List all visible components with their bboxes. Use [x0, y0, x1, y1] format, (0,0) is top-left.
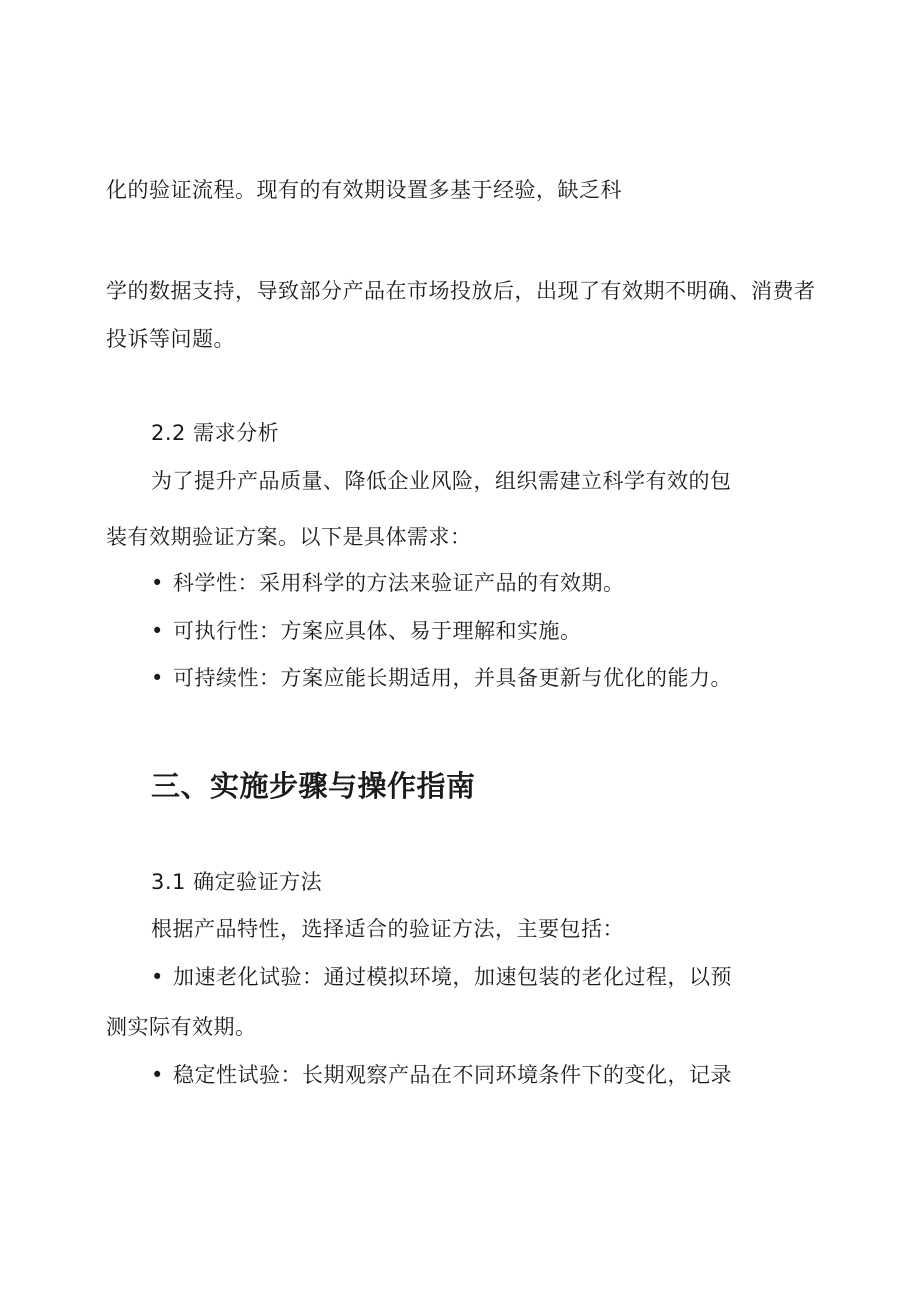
- list-item-text: 稳定性试验：长期观察产品在不同环境条件下的变化，记录: [173, 1063, 732, 1087]
- list-item-text: 可执行性：方案应具体、易于理解和实施。: [173, 619, 582, 643]
- list-item: [151, 664, 732, 692]
- list-item: [151, 617, 582, 645]
- paragraph-line: 投诉等问题。: [106, 327, 235, 351]
- paragraph-line: 根据产品特性，选择适合的验证方法，主要包括：: [151, 917, 624, 941]
- paragraph-line: 为了提升产品质量、降低企业风险，组织需建立科学有效的包: [151, 469, 732, 493]
- list-item-text: 加速老化试验：通过模拟环境，加速包装的老化过程，以预: [173, 965, 732, 989]
- bullet-marker: •: [151, 619, 164, 643]
- list-item: [151, 963, 732, 991]
- list-item-text: 科学性：采用科学的方法来验证产品的有效期。: [173, 571, 625, 595]
- list-item-text: 可持续性：方案应能长期适用，并具备更新与优化的能力。: [173, 666, 732, 690]
- bullet-marker: •: [151, 965, 164, 989]
- paragraph-line: 学的数据支持，导致部分产品在市场投放后，出现了有效期不明确、消费者: [106, 279, 816, 303]
- subsection-heading: 3.1 确定验证方法: [151, 870, 323, 894]
- section-heading: 三、实施步骤与操作指南: [151, 769, 476, 803]
- bullet-marker: •: [151, 1063, 164, 1087]
- bullet-marker: •: [151, 666, 164, 690]
- paragraph-line: 化的验证流程。现有的有效期设置多基于经验，缺乏科: [106, 178, 622, 202]
- list-item: [151, 1061, 732, 1089]
- paragraph-line: 测实际有效期。: [106, 1015, 257, 1039]
- bullet-marker: •: [151, 571, 164, 595]
- subsection-heading: 2.2 需求分析: [151, 421, 280, 445]
- paragraph-line: 装有效期验证方案。以下是具体需求：: [106, 525, 472, 549]
- list-item: [151, 569, 625, 597]
